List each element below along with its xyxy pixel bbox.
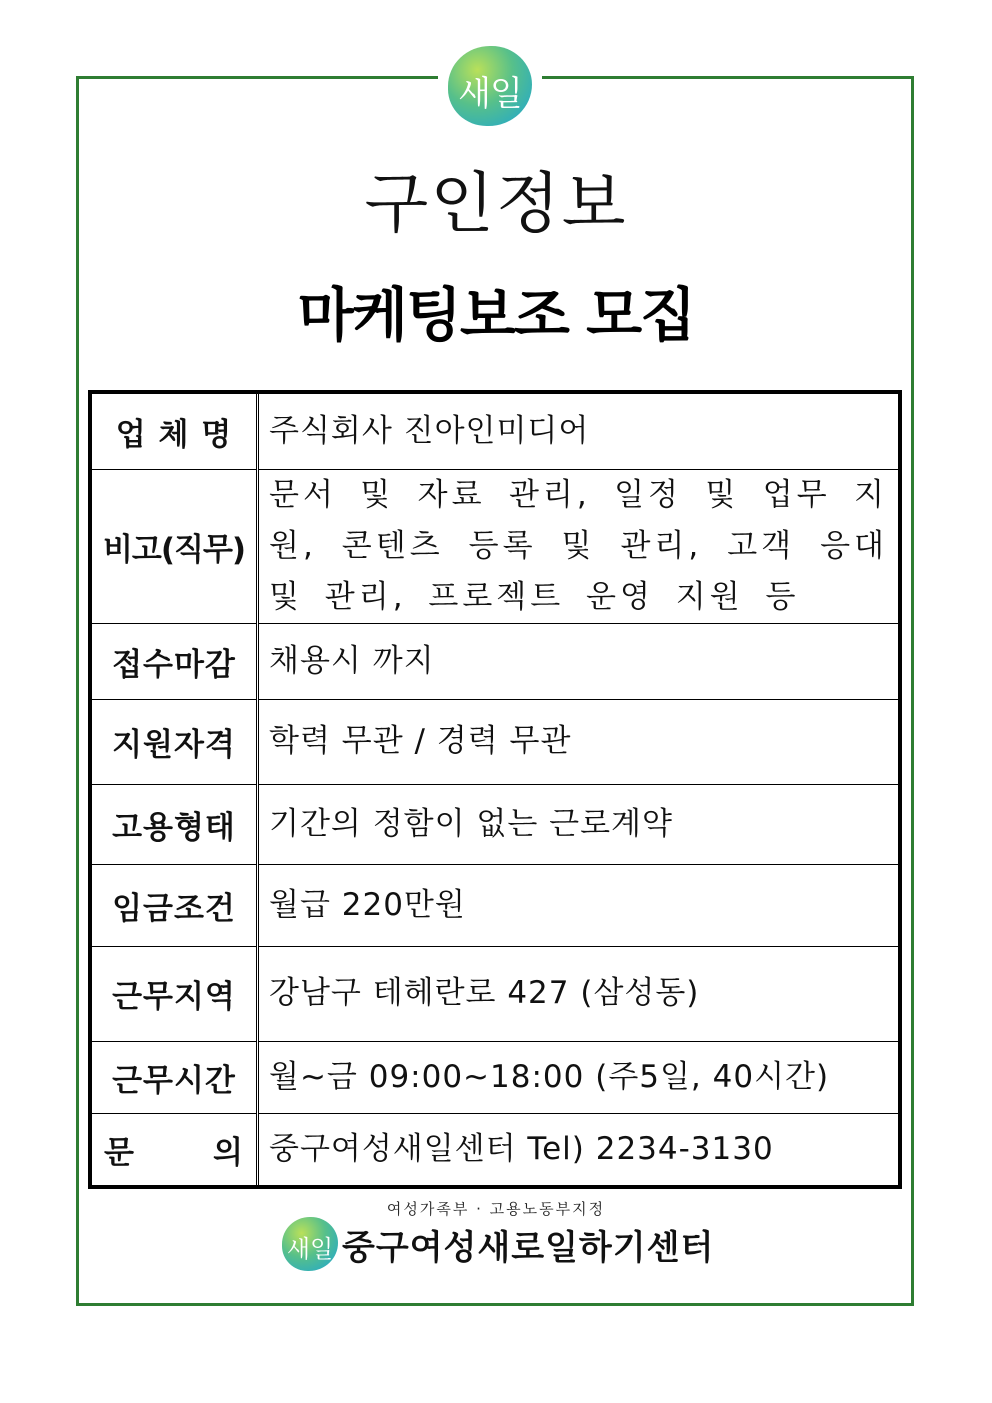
row-label: 근무시간 (90, 1041, 258, 1113)
table-row (90, 469, 900, 623)
table-row (90, 1041, 900, 1113)
row-value: 기간의 정함이 없는 근로계약 (258, 784, 901, 864)
job-title: 마케팅보조 모집 (297, 281, 695, 349)
table-row (90, 864, 900, 946)
footer-logo-text: 새일 (286, 1235, 334, 1263)
table-row (90, 623, 900, 699)
row-label: 고용형태 (90, 784, 258, 864)
row-value: 학력 무관 / 경력 무관 (258, 699, 901, 784)
row-label: 비고(직무) (90, 469, 258, 623)
table-row (90, 784, 900, 864)
row-label: 임금조건 (90, 864, 258, 946)
row-value: 월~금 09:00~18:00 (주5일, 40시간) (258, 1041, 901, 1113)
table-row (90, 392, 900, 469)
row-value: 중구여성새일센터 Tel) 2234-3130 (258, 1113, 901, 1187)
row-value: 강남구 테헤란로 427 (삼성동) (258, 946, 901, 1041)
row-label: 접수마감 (90, 623, 258, 699)
designation-text: 여성가족부 · 고용노동부지정 (386, 1200, 606, 1218)
center-name: 중구여성새로일하기센터 (342, 1227, 715, 1268)
row-label: 근무지역 (90, 946, 258, 1041)
saeil-logo (438, 44, 542, 128)
page-title: 구인정보 (364, 165, 628, 242)
row-value: 문서 및 자료 관리, 일정 및 업무 지원, 콘텐츠 등록 및 관리, 고객 응대 및 관리, 프로젝트 운영 지원 등 (258, 469, 901, 623)
center-brand (282, 1214, 714, 1274)
row-label: 지원자격 (90, 699, 258, 784)
row-label-part: 문 (104, 1134, 135, 1171)
row-label-part: 의 (213, 1134, 244, 1171)
row-value: 월급 220만원 (258, 864, 901, 946)
row-value: 주식회사 진아인미디어 (258, 392, 901, 469)
logo-text: 새일 (458, 74, 522, 114)
table-row (90, 946, 900, 1041)
footer-logo-icon (282, 1217, 338, 1271)
row-value: 채용시 까지 (258, 623, 901, 699)
job-info-table (88, 390, 902, 1189)
table-row (90, 1113, 900, 1187)
row-label-contact (90, 1113, 258, 1187)
table-row (90, 699, 900, 784)
row-label: 업 체 명 (90, 392, 258, 469)
